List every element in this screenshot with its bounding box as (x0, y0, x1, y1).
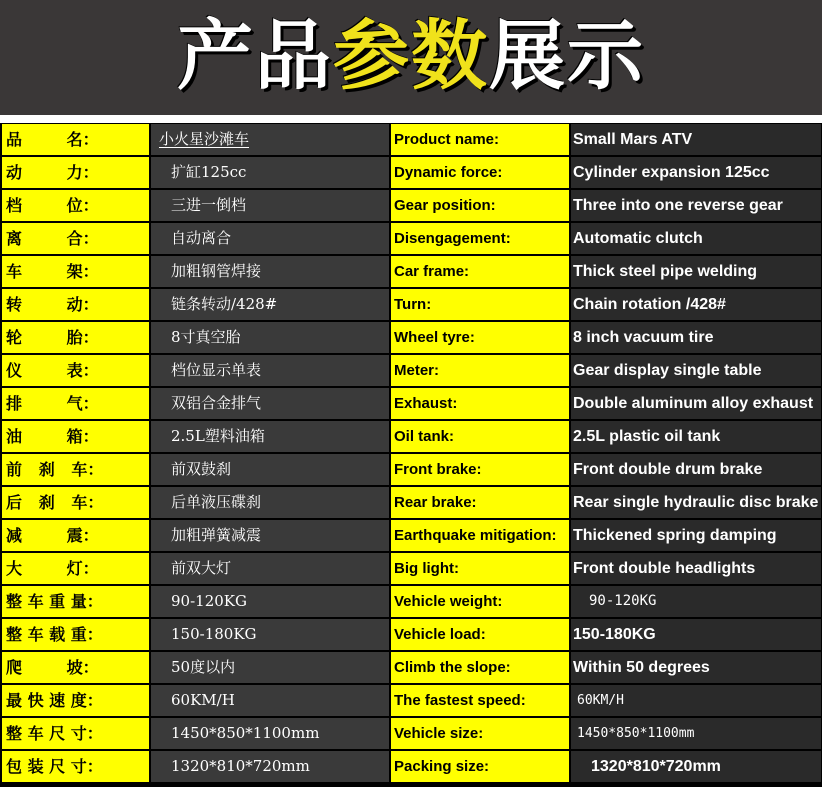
table-row (0, 189, 822, 222)
zh-spec-value-text: 1320*810*720mm (171, 757, 310, 775)
zh-spec-value-text: 前双大灯 (171, 559, 232, 577)
zh-spec-label: 最 快 速 度： (2, 685, 149, 716)
title-banner (0, 0, 822, 118)
zh-spec-value (151, 388, 389, 419)
en-spec-label: Vehicle weight: (391, 586, 569, 617)
zh-spec-value (151, 685, 389, 716)
zh-spec-value-text: 前双鼓刹 (171, 460, 232, 478)
table-row (0, 717, 822, 750)
zh-spec-label: 仪 表： (2, 355, 149, 386)
zh-spec-value-text: 8寸真空胎 (171, 328, 241, 346)
zh-spec-value-text: 加粗钢管焊接 (171, 262, 262, 280)
en-spec-value: Within 50 degrees (571, 652, 821, 683)
en-spec-value: Gear display single table (571, 355, 821, 386)
zh-spec-label: 品 名： (2, 124, 149, 155)
en-spec-value: Three into one reverse gear (571, 190, 821, 221)
zh-spec-value-text: 三进一倒档 (171, 196, 247, 214)
en-spec-value: Automatic clutch (571, 223, 821, 254)
zh-spec-value (151, 421, 389, 452)
en-spec-value: Front double headlights (571, 553, 821, 584)
zh-spec-value-text: 小火星沙滩车 (159, 130, 250, 148)
zh-spec-value-text: 后单液压碟刹 (171, 493, 262, 511)
en-spec-label: Car frame: (391, 256, 569, 287)
en-spec-value: Cylinder expansion 125cc (571, 157, 821, 188)
en-spec-value: Thick steel pipe welding (571, 256, 821, 287)
en-spec-label: The fastest speed: (391, 685, 569, 716)
page-title (0, 6, 822, 106)
zh-spec-value (151, 355, 389, 386)
zh-spec-value-text: 双铝合金排气 (171, 394, 262, 412)
zh-spec-label: 整 车 尺 寸： (2, 718, 149, 749)
zh-spec-value-text: 1450*850*1100mm (171, 724, 320, 742)
zh-spec-label: 整 车 载 重： (2, 619, 149, 650)
en-spec-label: Dynamic force: (391, 157, 569, 188)
en-spec-value: 8 inch vacuum tire (571, 322, 821, 353)
table-row (0, 156, 822, 189)
zh-spec-label: 包 装 尺 寸： (2, 751, 149, 782)
zh-spec-value-text: 60KM/H (171, 691, 235, 709)
table-row (0, 420, 822, 453)
zh-spec-value (151, 454, 389, 485)
zh-spec-label: 前 刹 车： (2, 454, 149, 485)
en-spec-label: Earthquake mitigation: (391, 520, 569, 551)
zh-spec-label: 档 位： (2, 190, 149, 221)
en-spec-label: Gear position: (391, 190, 569, 221)
en-spec-value: Rear single hydraulic disc brake (571, 487, 821, 518)
table-row (0, 123, 822, 156)
en-spec-label: Wheel tyre: (391, 322, 569, 353)
zh-spec-label: 动 力： (2, 157, 149, 188)
zh-spec-value-text: 50度以内 (171, 658, 236, 676)
zh-spec-value (151, 553, 389, 584)
en-spec-label: Exhaust: (391, 388, 569, 419)
zh-spec-value (151, 289, 389, 320)
zh-spec-value (151, 124, 389, 155)
en-spec-value: Double aluminum alloy exhaust (571, 388, 821, 419)
zh-spec-label: 离 合： (2, 223, 149, 254)
zh-spec-value-text: 2.5L塑料油箱 (171, 427, 265, 445)
zh-spec-value-text: 150-180KG (171, 625, 257, 643)
zh-spec-value (151, 652, 389, 683)
table-row (0, 387, 822, 420)
table-row (0, 453, 822, 486)
en-spec-label: Meter: (391, 355, 569, 386)
en-spec-value: 1320*810*720mm (571, 751, 821, 782)
zh-spec-value-text: 90-120KG (171, 592, 247, 610)
en-spec-label: Vehicle load: (391, 619, 569, 650)
zh-spec-value-text: 扩缸125cc (171, 163, 247, 181)
zh-spec-value (151, 487, 389, 518)
table-row (0, 519, 822, 552)
zh-spec-label: 排 气： (2, 388, 149, 419)
en-spec-value: Small Mars ATV (571, 124, 821, 155)
zh-spec-label: 减 震： (2, 520, 149, 551)
en-spec-label: Product name: (391, 124, 569, 155)
title-part-1: 产品 (177, 11, 333, 100)
table-row (0, 651, 822, 684)
en-spec-label: Climb the slope: (391, 652, 569, 683)
zh-spec-value (151, 157, 389, 188)
table-row (0, 585, 822, 618)
en-spec-label: Oil tank: (391, 421, 569, 452)
title-highlight: 参数 (333, 11, 489, 100)
zh-spec-value (151, 520, 389, 551)
zh-spec-value (151, 190, 389, 221)
zh-spec-value (151, 718, 389, 749)
table-row (0, 618, 822, 651)
zh-spec-value-text: 档位显示单表 (171, 361, 262, 379)
zh-spec-label: 整 车 重 量： (2, 586, 149, 617)
zh-spec-value (151, 619, 389, 650)
en-spec-label: Vehicle size: (391, 718, 569, 749)
en-spec-label: Turn: (391, 289, 569, 320)
zh-spec-value (151, 223, 389, 254)
zh-spec-label: 后 刹 车： (2, 487, 149, 518)
en-spec-label: Rear brake: (391, 487, 569, 518)
zh-spec-label: 爬 坡： (2, 652, 149, 683)
zh-spec-value (151, 322, 389, 353)
table-row (0, 255, 822, 288)
zh-spec-value-text: 自动离合 (171, 229, 232, 247)
zh-spec-label: 油 箱： (2, 421, 149, 452)
en-spec-value: 1450*850*1100mm (571, 718, 821, 749)
en-spec-value: 150-180KG (571, 619, 821, 650)
spec-table (0, 123, 822, 787)
zh-spec-label: 转 动： (2, 289, 149, 320)
zh-spec-value-text: 加粗弹簧减震 (171, 526, 262, 544)
table-row (0, 684, 822, 717)
table-row (0, 750, 822, 783)
en-spec-value: 90-120KG (571, 586, 821, 617)
table-row (0, 552, 822, 585)
en-spec-value: Chain rotation /428# (571, 289, 821, 320)
zh-spec-label: 轮 胎： (2, 322, 149, 353)
title-part-2: 展示 (489, 11, 645, 100)
en-spec-label: Packing size: (391, 751, 569, 782)
en-spec-value: 2.5L plastic oil tank (571, 421, 821, 452)
table-row (0, 288, 822, 321)
table-row (0, 486, 822, 519)
zh-spec-label: 大 灯： (2, 553, 149, 584)
table-row (0, 321, 822, 354)
en-spec-value: 60KM/H (571, 685, 821, 716)
zh-spec-value (151, 586, 389, 617)
zh-spec-value (151, 751, 389, 782)
en-spec-value: Thickened spring damping (571, 520, 821, 551)
en-spec-label: Front brake: (391, 454, 569, 485)
zh-spec-value (151, 256, 389, 287)
zh-spec-label: 车 架： (2, 256, 149, 287)
en-spec-label: Disengagement: (391, 223, 569, 254)
zh-spec-value-text: 链条转动/428# (171, 295, 278, 313)
table-row (0, 222, 822, 255)
en-spec-value: Front double drum brake (571, 454, 821, 485)
en-spec-label: Big light: (391, 553, 569, 584)
table-row (0, 354, 822, 387)
